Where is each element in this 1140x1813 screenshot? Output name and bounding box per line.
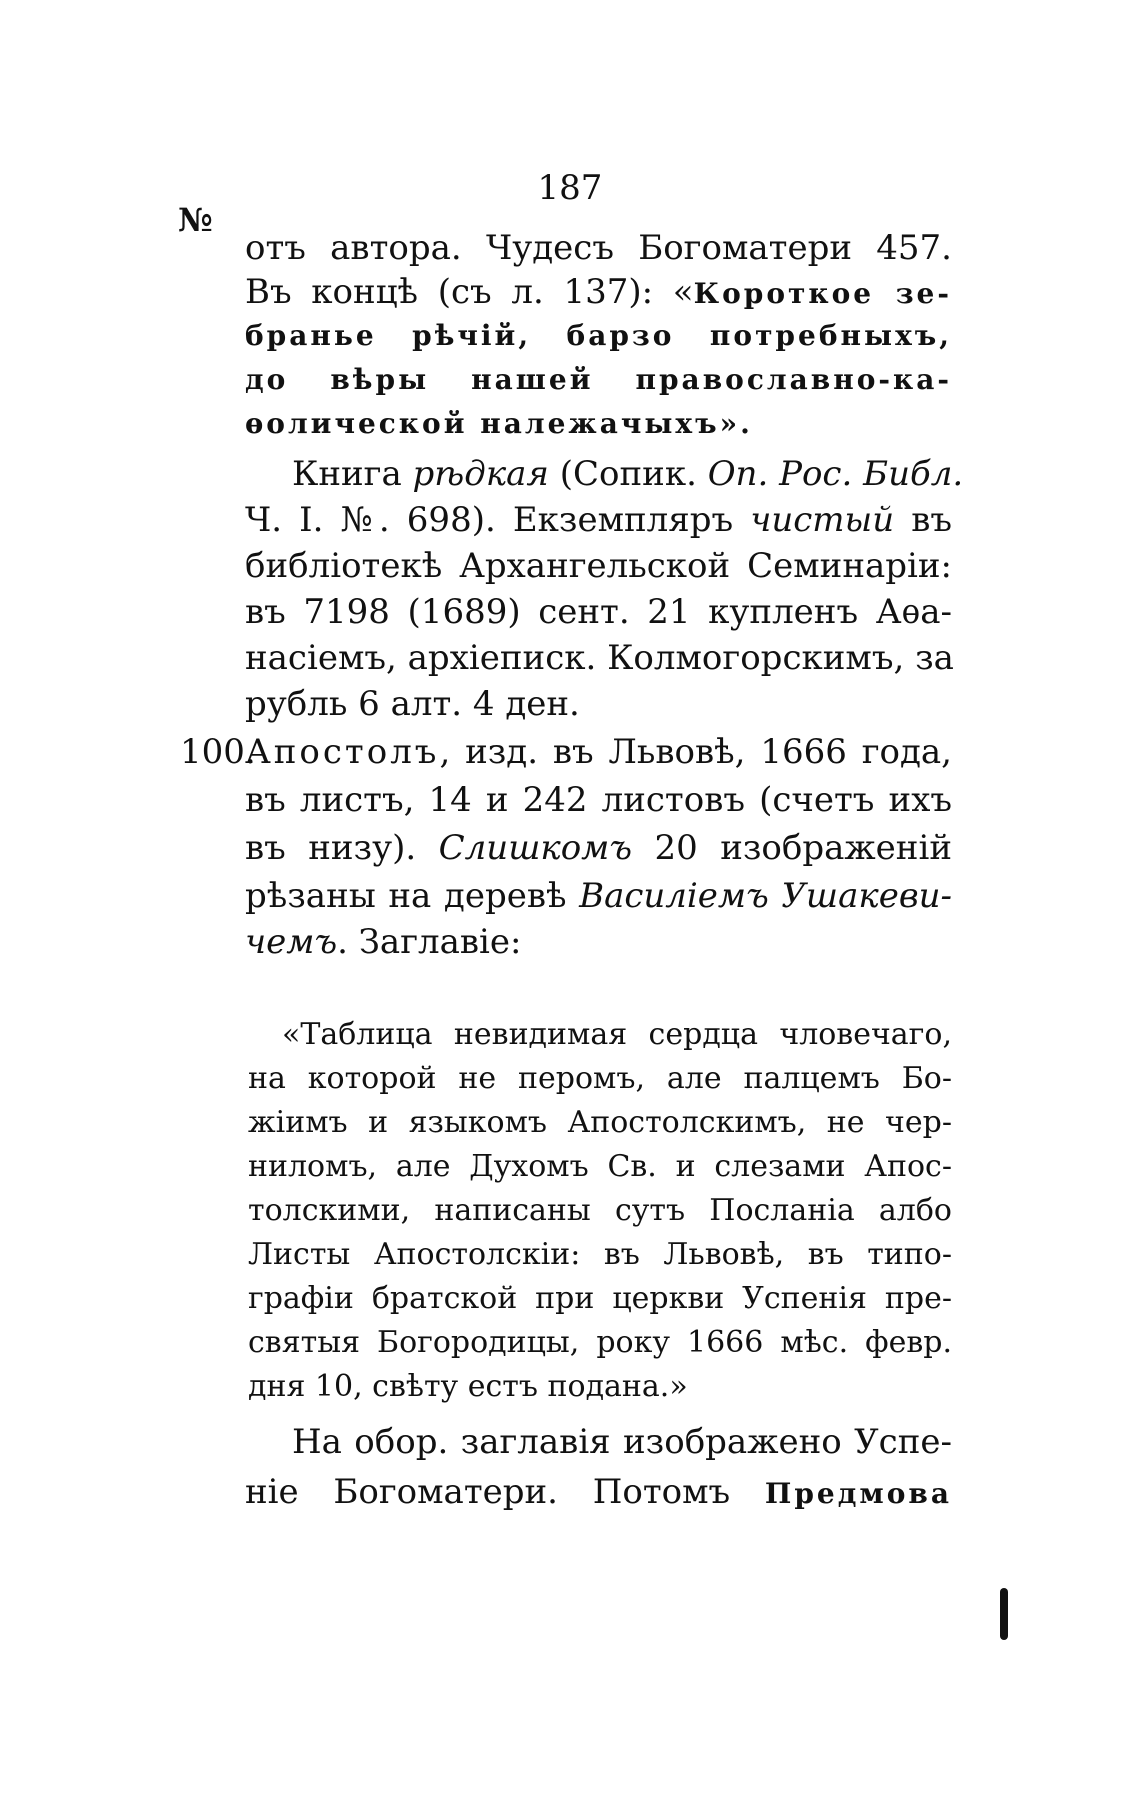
text-line: насіемъ, архіеписк. Колмогорскимъ, за	[245, 638, 954, 678]
quote-line: толскими, написаны сутъ Посланіа албо	[248, 1193, 952, 1228]
text-line	[245, 498, 952, 542]
text-line: въ листъ, 14 и 242 листовъ (счетъ ихъ	[245, 780, 952, 820]
quote-line: дня 10, свѣту естъ подана.»	[248, 1369, 688, 1404]
text-fragment: Книга	[292, 454, 413, 494]
text-line	[292, 452, 964, 496]
book-title-fragment: Апостолъ	[245, 732, 440, 772]
text-fragment: Ч. I. №. 698). Екземпляръ	[245, 500, 751, 540]
ink-mark	[1000, 1588, 1008, 1640]
text-fragment: (Сопик.	[548, 454, 708, 494]
quote-line: святыя Богородицы, року 1666 мѣс. февр.	[248, 1325, 952, 1360]
text-fragment: Въ концѣ (съ л. 137): «	[245, 272, 694, 312]
text-fragment: , изд. въ Львовѣ, 1666 года,	[439, 732, 952, 772]
text-fragment: рѣзаны на деревѣ	[245, 876, 580, 916]
book-title-line: до вѣры нашей православно-ка-	[245, 363, 952, 396]
text-line	[245, 1470, 952, 1516]
text-line: библіотекѣ Архангельской Семинаріи:	[245, 546, 952, 586]
text-fragment: ніе Богоматери. Потомъ	[245, 1472, 765, 1512]
italic-fragment: чемъ	[245, 922, 338, 962]
page-number: 187	[537, 168, 603, 208]
italic-fragment: Василіемъ Ушакеви-	[579, 876, 952, 916]
text-line: въ 7198 (1689) сент. 21 купленъ Аѳа-	[245, 592, 952, 632]
italic-fragment: рѣдкая	[412, 454, 549, 494]
quote-line: Листы Апостолскіи: въ Львовѣ, въ типо-	[248, 1237, 952, 1272]
text-line	[245, 826, 952, 870]
text-line	[245, 920, 952, 964]
italic-fragment: Оп. Рос. Библ.	[707, 454, 964, 494]
text-line	[245, 730, 952, 774]
numero-sign: №	[178, 201, 213, 239]
text-fragment: 20 изображеній	[632, 828, 952, 868]
text-line: отъ автора. Чудесъ Богоматери 457.	[245, 228, 952, 268]
text-line: рубль 6 алт. 4 ден.	[245, 684, 580, 724]
quote-line: жіимъ и языкомъ Апостолскимъ, не чер-	[248, 1105, 952, 1140]
text-fragment: въ низу).	[245, 828, 439, 868]
entry-number: 100.	[180, 732, 256, 772]
italic-fragment: чистый	[750, 500, 895, 540]
book-title-line: бранье рѣчій, барзо потребныхъ,	[245, 319, 952, 352]
quote-line: ниломъ, але Духомъ Св. и слезами Апос-	[248, 1149, 952, 1184]
italic-fragment: Слишкомъ	[438, 828, 633, 868]
quote-line: «Таблица невидимая сердца чловечаго,	[282, 1017, 952, 1052]
text-line	[245, 874, 952, 918]
text-line: На обор. заглавія изображено Успе-	[292, 1422, 952, 1462]
book-title-fragment: Предмова	[764, 1477, 952, 1510]
book-title-fragment: Короткое зе-	[693, 277, 952, 310]
text-line	[245, 270, 952, 316]
text-fragment: въ	[894, 500, 952, 540]
book-title-line: ѳолической належачыхъ».	[245, 407, 753, 440]
quote-line: графіи братской при церкви Успенія пре-	[248, 1281, 952, 1316]
quote-line: на которой не перомъ, але палцемъ Бо-	[248, 1061, 952, 1096]
text-fragment: . Заглавіе:	[337, 922, 522, 962]
